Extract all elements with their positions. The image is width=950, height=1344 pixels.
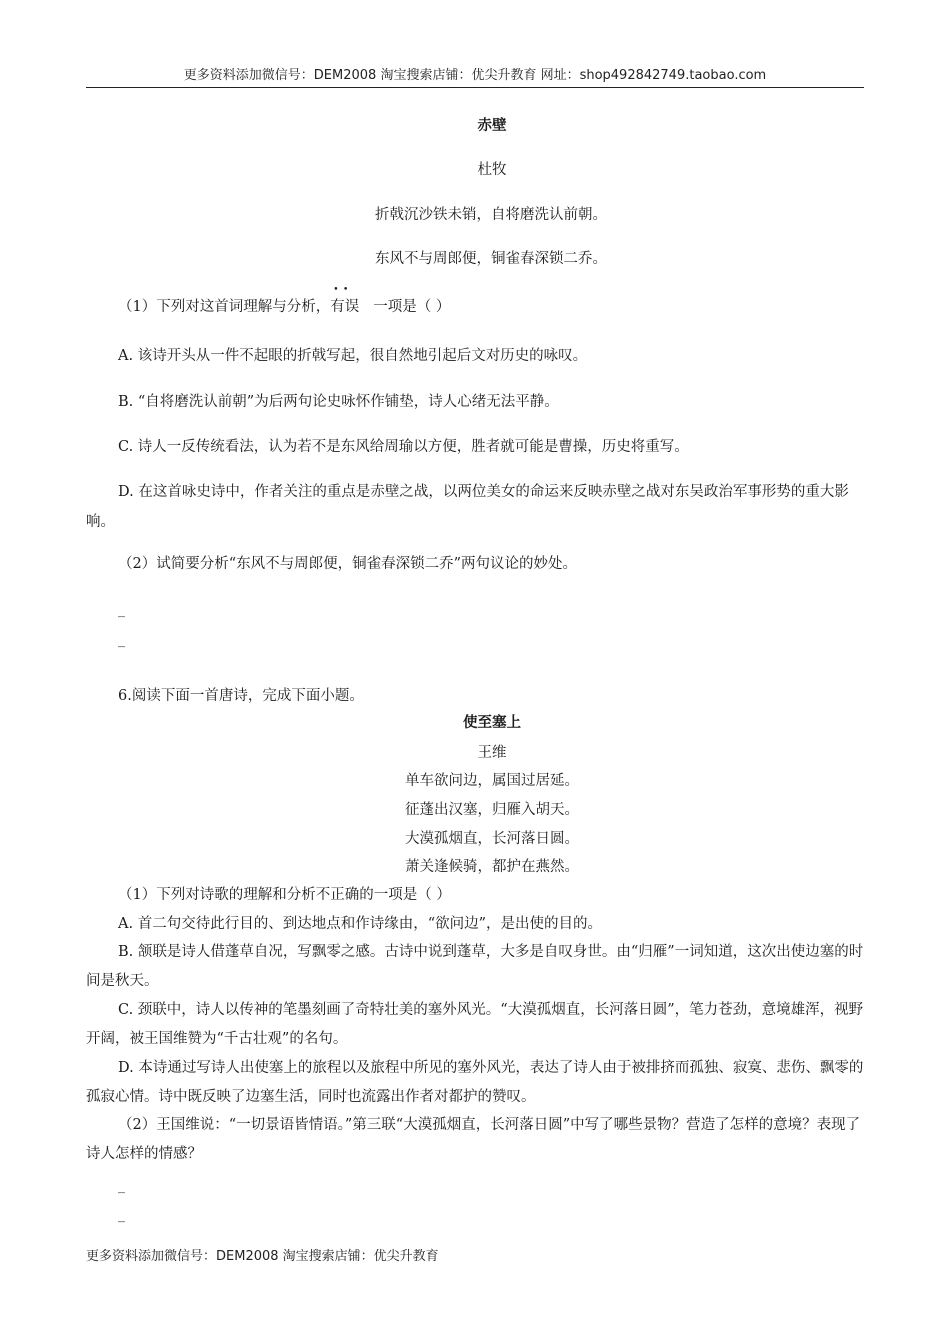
option-1-d: D. 在这首咏史诗中，作者关注的重点是赤壁之战，以两位美女的命运来反映赤壁之战对东吴政治军事形势的重大影响。 xyxy=(86,484,849,530)
answer-blank-2[interactable]: _ xyxy=(118,632,125,648)
poem2-line-4: 萧关逢候骑，都护在燕然。 xyxy=(405,859,579,875)
poem1-title: 赤壁 xyxy=(477,118,507,134)
poem2-author: 王维 xyxy=(477,745,507,761)
option-6-d: D. 本诗通过写诗人出使塞上的旅程以及旅程中所见的塞外风光，表达了诗人由于被排挤而孤独、寂寞、悲伤、飘零的孤寂心情。诗中既反映了边塞生活，同时也流露出作者对都护的赞叹。 xyxy=(86,1060,864,1105)
page-header: 更多资料添加微信号：DEM2008 淘宝搜索店铺：优尖升教育 网址：shop492842749.taobao.com xyxy=(183,68,767,83)
question-1-1-text-a: （1）下列对这首词理解与分析， xyxy=(118,299,331,315)
answer-blank-3[interactable]: _ xyxy=(118,1178,125,1194)
answer-blank-1[interactable]: _ xyxy=(118,602,125,618)
option-1-c: C. 诗人一反传统看法，认为若不是东风给周瑜以方便，胜者就可能是曹操，历史将重写。 xyxy=(118,439,689,455)
page-footer: 更多资料添加微信号：DEM2008 淘宝搜索店铺：优尖升教育 xyxy=(86,1249,439,1264)
option-1-b: B. “自将磨洗认前朝”为后两句论史咏怀作铺垫，诗人心绪无法平静。 xyxy=(118,394,559,410)
option-1-a: A. 该诗开头从一件不起眼的折戟写起，很自然地引起后文对历史的咏叹。 xyxy=(118,348,588,364)
poem1-line-1: 折戟沉沙铁未销，自将磨洗认前朝。 xyxy=(375,207,607,223)
header-divider xyxy=(86,87,864,88)
option-6-b: B. 颔联是诗人借蓬草自况，写飘零之感。古诗中说到蓬草，大多是自叹身世。由“归雁”一词知道，这次出使边塞的时间是秋天。 xyxy=(86,944,864,989)
question-1-2: （2）试简要分析“东风不与周郎便，铜雀春深锁二乔”两句议论的妙处。 xyxy=(118,556,578,572)
poem2-title: 使至塞上 xyxy=(463,715,521,731)
poem2-line-2: 征蓬出汉塞，归雁入胡天。 xyxy=(405,802,579,818)
emphasis-mark-text: • • 有误 xyxy=(330,297,359,317)
option-6-c: C. 颈联中，诗人以传神的笔墨刻画了奇特壮美的塞外风光。“大漠孤烟直，长河落日圆”，笔力苍劲，意境雄浑，视野开阔，被王国维赞为“千古壮观”的名句。 xyxy=(86,1002,864,1047)
poem2-line-3: 大漠孤烟直，长河落日圆。 xyxy=(405,831,579,847)
question-6-1: （1）下列对诗歌的理解和分析不正确的一项是（ ） xyxy=(118,887,451,903)
poem1-author: 杜牧 xyxy=(477,162,507,178)
poem2-line-1: 单车欲问边，属国过居延。 xyxy=(405,773,579,789)
section-6-intro: 6.阅读下面一首唐诗，完成下面小题。 xyxy=(118,688,364,704)
question-6-2: （2）王国维说：“一切景语皆情语。”第三联“大漠孤烟直，长河落日圆”中写了哪些景物？营造了怎样的意境？表现了诗人怎样的情感？ xyxy=(86,1117,861,1162)
question-1-1 xyxy=(118,297,450,317)
option-6-a: A. 首二句交待此行目的、到达地点和作诗缘由，“欲问边”，是出使的目的。 xyxy=(118,916,603,932)
poem1-line-2: 东风不与周郎便，铜雀春深锁二乔。 xyxy=(375,251,607,267)
question-1-1-text-b: 一项是（ ） xyxy=(373,299,451,315)
answer-blank-4[interactable]: _ xyxy=(118,1207,125,1223)
